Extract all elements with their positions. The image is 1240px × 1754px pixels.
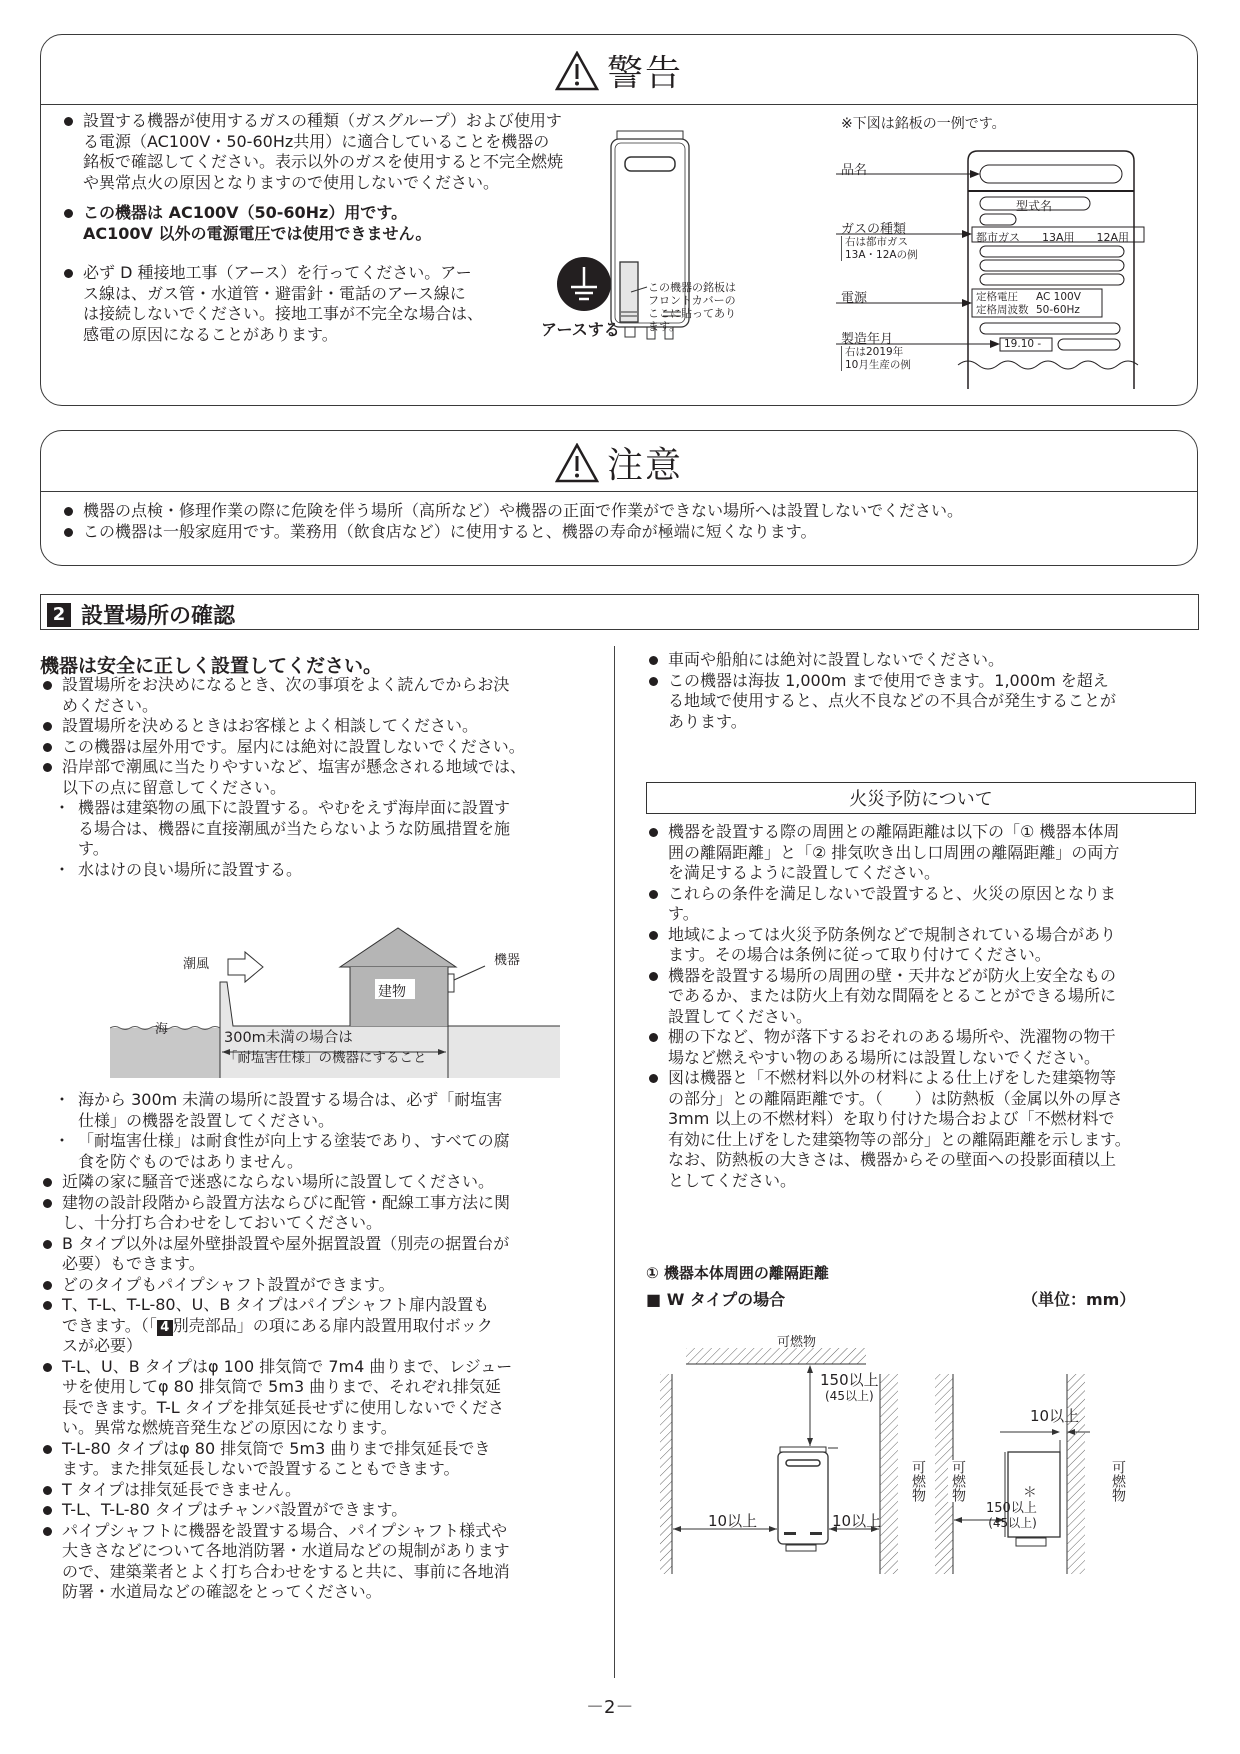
section-number-badge: 2 (47, 603, 71, 627)
label-gas-type: ガスの種類 (841, 222, 907, 237)
gas-type-note: 右は都市ガス 13A・12Aの例 (841, 236, 918, 261)
label-right-clearance: 10以上 (832, 1512, 882, 1530)
w-type-heading: ■ W タイプの場合 (646, 1290, 786, 1309)
list-item: 機器を設置する際の周囲との離隔距離は以下の「① 機器本体周 囲の離隔距離」と「② 排気吹き出し口周囲の離隔距離」の両方 を満足するように設置してください。 (646, 822, 1196, 884)
list-item: T-L-80 タイプはφ 80 排気筒で 5m3 曲りまで排気延長でき ます。また排気延長しないで設置することもできます。 (40, 1439, 610, 1480)
left-list-1 (40, 675, 610, 880)
caution-item: この機器は一般家庭用です。業務用（飲食店など）に使用すると、機器の寿命が極端に短くなります。 (61, 522, 1181, 543)
list-item: B タイプ以外は屋外壁掛設置や屋外据置設置（別売の据置台が 必要）もできます。 (40, 1234, 610, 1275)
gas-values: 都市ガス 13A用 12A用 (976, 231, 1130, 244)
coast-distance-label: 300m未満の場合は 「耐塩害仕様」の機器にすること (224, 1030, 427, 1066)
label-combustible-side-left: 可燃物 (950, 1460, 966, 1502)
left-heading: 機器は安全に正しく設置してください。 (40, 655, 383, 677)
fire-prevention-title-box (646, 782, 1196, 814)
label-model-name: 型式名 (1016, 199, 1053, 213)
fire-prevention-title: 火災予防について (849, 789, 993, 810)
page-number: －2－ (586, 1697, 634, 1718)
coast-building-label: 建物 (378, 984, 406, 1000)
list-item: 車両や船舶には絶対に設置しないでください。 (646, 650, 1196, 671)
warning-item-1: 設置する機器が使用するガスの種類（ガスグループ）および使用す る電源（AC100V・50-60Hz共用）に適合していることを機器の 銘板で確認してください。表示以外のガスを使用すると不完全燃焼 や異常点火の原因となりますので使用しないでください。 (61, 111, 661, 193)
nameplate-caption: ※下図は銘板の一例です。 (841, 116, 1006, 132)
list-item: 沿岸部で潮風に当たりやすいなど、塩害が懸念される地域では、 以下の点に留意してください。 (40, 757, 610, 798)
list-item: T、T-L、T-L-80、U、B タイプはパイプシャフト扉内設置も できます。（「 4 別売部品」の項にある扉内設置用取付ボック スが必要） (40, 1295, 610, 1357)
list-item: 図は機器と「不燃材料以外の材料による仕上げをした建築物等 の部分」との離隔距離です。（ ）は防熱板（金属以外の厚さ 3mm 以上の不燃材料）を取り付けた場合および「不燃材料で 有効に仕上げをした建築物等の部分」との離隔距離を示します。 なお、防熱板の大きさは、機器からその壁面への投影面積以上 としてください。 (646, 1068, 1196, 1191)
list-item: 設置場所をお決めになるとき、次の事項をよく読んでからお決 めください。 (40, 675, 610, 716)
label-left-clearance: 10以上 (708, 1512, 758, 1530)
caution-title-text: 注意 (606, 445, 683, 486)
label-combustible-top: 可燃物 (777, 1335, 817, 1350)
list-item: 設置場所を決めるときはお客様とよく相談してください。 (40, 716, 610, 737)
section-header (40, 594, 1199, 630)
section-ref-badge: 4 (157, 1320, 173, 1336)
list-item: T-L、T-L-80 タイプはチャンバ設置ができます。 (40, 1500, 610, 1521)
caution-box (40, 430, 1198, 566)
label-top-clearance: 150以上 (45以上) (820, 1371, 879, 1403)
warning-triangle-icon (555, 443, 599, 483)
list-item: 地域によっては火災予防条例などで規制されている場合があり ます。その場合は条例に従って取り付けてください。 (646, 925, 1196, 966)
earth-ground-icon (557, 257, 611, 311)
warning-item-3: 必ず D 種接地工事（アース）を行ってください。アー ス線は、ガス管・水道管・避雷針・電話のアース線に は接続しないでください。接地工事が不完全な場合は、 感電の原因になることがあります。 (61, 263, 561, 345)
left-list-2 (40, 1090, 610, 1603)
earth-label: アースする (541, 320, 620, 339)
right-list-1 (646, 650, 1196, 732)
caution-item: 機器の点検・修理作業の際に危険を伴う場所（高所など）や機器の正面で作業ができない場所へは設置しないでください。 (61, 501, 1181, 522)
list-item: 近隣の家に騒音で迷惑にならない場所に設置してください。 (40, 1172, 610, 1193)
list-item: パイプシャフトに機器を設置する場合、パイプシャフト様式や 大きさなどについて各地消防署・水道局などの規制があります ので、建築業者とよく打ち合わせをすると共に、事前に各地消 防署・水道局などの確認をとってください。 (40, 1521, 610, 1603)
warning-title-text: 警告 (606, 53, 683, 94)
rated-values: 定格電圧 AC 100V 定格周波数 50-60Hz (976, 291, 1081, 316)
label-front-clearance: ＊ 150以上 (45以上) (986, 1485, 1037, 1530)
list-item: 機器を設置する場所の周囲の壁・天井などが防火上安全なもの であるか、または防火上有効な間隔をとることができる場所に 設置してください。 (646, 966, 1196, 1028)
sub-item: ・ 海から 300m 未満の場所に設置する場合は、必ず「耐塩害 仕様」の機器を設置してください。 (40, 1090, 610, 1131)
right-list-2 (646, 822, 1196, 1191)
list-item: これらの条件を満足しないで設置すると、火災の原因となりま す。 (646, 884, 1196, 925)
list-item: どのタイプもパイプシャフト設置ができます。 (40, 1275, 610, 1296)
coast-sea-label: 海 (155, 1022, 169, 1037)
clearance-title: ① 機器本体周囲の離隔距離 (646, 1264, 829, 1282)
list-item: この機器は海抜 1,000m まで使用できます。1,000m を超え る地域で使用すると、点火不良などの不具合が発生することが あります。 (646, 671, 1196, 733)
sub-item: ・ 水はけの良い場所に設置する。 (40, 860, 610, 881)
list-item: 建物の設計段階から設置方法ならびに配管・配線工事方法に関 し、十分打ち合わせをしておいてください。 (40, 1193, 610, 1234)
coast-device-label: 機器 (494, 953, 521, 968)
label-combustible-right: 可燃物 (910, 1460, 926, 1502)
list-item: T-L、U、B タイプはφ 100 排気筒で 7m4 曲りまで、レジュー サを使用してφ 80 排気筒で 5m3 曲りまで、それぞれ排気延 長できます。T-L タイプを排気延長せずに使用しないでくださ い。異常な燃焼音発生などの原因になります。 (40, 1357, 610, 1439)
label-product-name: 品名 (841, 163, 868, 178)
list-item: 棚の下など、物が落下するおそれのある場所や、洗濯物の物干 場など燃えやすい物のある場所には設置しないでください。 (646, 1027, 1196, 1068)
warning-box (40, 34, 1198, 406)
list-item: この機器は屋外用です。屋内には絶対に設置しないでください。 (40, 737, 610, 758)
warning-title (41, 45, 1197, 96)
label-back-clearance: 10以上 (1030, 1407, 1080, 1425)
caution-title (41, 437, 1197, 488)
label-power: 電源 (841, 291, 868, 306)
sub-item: ・ 機器は建築物の風下に設置する。やむをえず海岸面に設置す る場合は、機器に直接潮風が当たらないような防風措置を施 す。 (40, 798, 610, 860)
section-title: 設置場所の確認 (81, 604, 236, 629)
unit-label: （単位：mm） (1022, 1290, 1136, 1309)
manufacture-value: 19.10 - (1004, 338, 1042, 350)
sub-item: ・ 「耐塩害仕様」は耐食性が向上する塗装であり、すべての腐 食を防ぐものではありません。 (40, 1131, 610, 1172)
warning-triangle-icon (555, 51, 599, 91)
nameplate-location-note: この機器の銘板は フロントカバーの ここに貼ってあり ます。 (648, 281, 736, 333)
list-item: T タイプは排気延長できません。 (40, 1480, 610, 1501)
manufacture-note: 右は2019年 10月生産の例 (841, 346, 911, 371)
warning-item-2: この機器は AC100V（50-60Hz）用です。 AC100V 以外の電源電圧では使用できません。 (61, 203, 661, 244)
label-manufacture: 製造年月 (841, 332, 894, 347)
column-divider (614, 646, 615, 1678)
coast-wind-label: 潮風 (183, 957, 210, 972)
label-combustible-side-right: 可燃物 (1110, 1460, 1126, 1502)
caution-items (61, 501, 1181, 542)
